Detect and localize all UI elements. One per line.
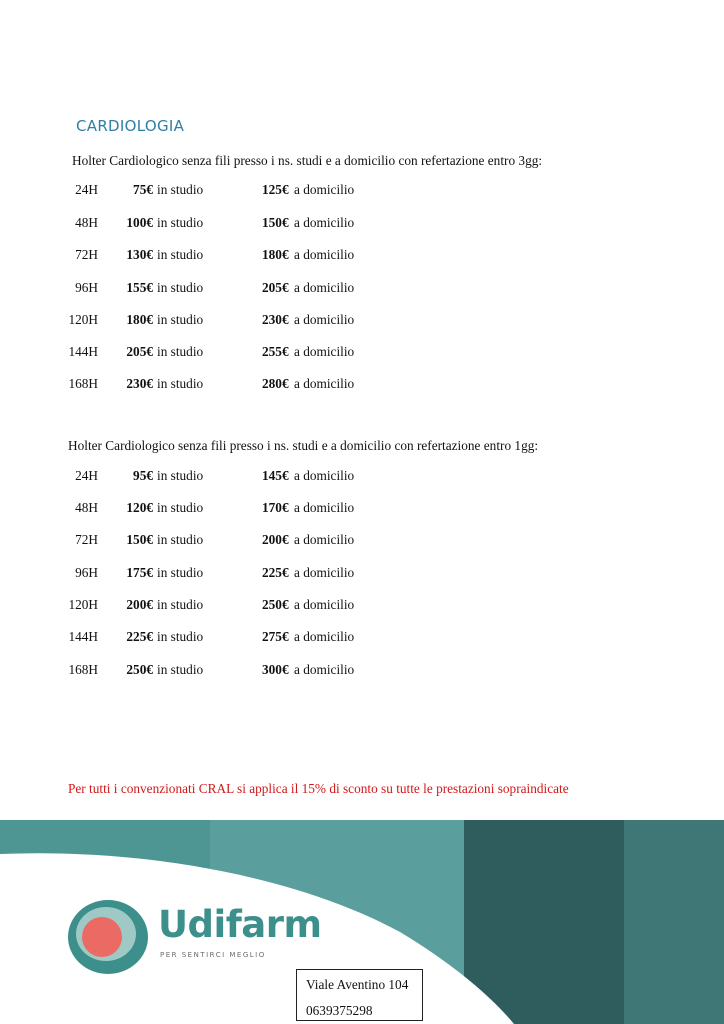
home-label: a domicilio <box>294 500 355 515</box>
home-label: a domicilio <box>294 280 355 295</box>
home-price: 200€ <box>262 532 289 547</box>
studio-price: 155€ <box>126 280 153 295</box>
duration-label: 168H <box>68 376 98 391</box>
duration-label: 96H <box>75 280 98 295</box>
home-price: 145€ <box>262 468 289 483</box>
home-price: 205€ <box>262 280 289 295</box>
duration-label: 24H <box>75 182 98 197</box>
studio-label: in studio <box>157 500 204 515</box>
studio-price: 250€ <box>126 662 153 677</box>
studio-price: 205€ <box>126 344 153 359</box>
duration-label: 24H <box>75 468 98 483</box>
duration-label: 120H <box>68 312 98 327</box>
home-label: a domicilio <box>294 376 355 391</box>
price-row <box>0 215 724 235</box>
studio-label: in studio <box>157 344 204 359</box>
studio-label: in studio <box>157 280 204 295</box>
home-price: 180€ <box>262 247 289 262</box>
home-label: a domicilio <box>294 565 355 580</box>
home-price: 125€ <box>262 182 289 197</box>
studio-label: in studio <box>157 247 204 262</box>
price-row <box>0 312 724 332</box>
brand-name: Udifarm <box>158 903 322 946</box>
studio-label: in studio <box>157 597 204 612</box>
home-price: 255€ <box>262 344 289 359</box>
home-label: a domicilio <box>294 662 355 677</box>
home-price: 280€ <box>262 376 289 391</box>
home-label: a domicilio <box>294 532 355 547</box>
home-label: a domicilio <box>294 468 355 483</box>
home-price: 300€ <box>262 662 289 677</box>
home-price: 170€ <box>262 500 289 515</box>
address-box <box>296 969 423 1021</box>
home-label: a domicilio <box>294 629 355 644</box>
studio-label: in studio <box>157 662 204 677</box>
section-1gg-intro: Holter Cardiologico senza fili presso i ns. studi e a domicilio con refertazione entro 1gg: <box>68 438 539 453</box>
home-label: a domicilio <box>294 344 355 359</box>
duration-label: 48H <box>75 215 98 230</box>
home-price: 275€ <box>262 629 289 644</box>
duration-label: 144H <box>68 629 98 644</box>
duration-label: 72H <box>75 247 98 262</box>
cral-discount-note: Per tutti i convenzionati CRAL si applica il 15% di sconto su tutte le prestazioni sopraindicate <box>68 781 569 796</box>
price-row <box>0 182 724 202</box>
price-row <box>0 344 724 364</box>
duration-label: 72H <box>75 532 98 547</box>
home-price: 150€ <box>262 215 289 230</box>
phone-number: 0639375298 <box>306 1003 373 1018</box>
brand-tagline: PER SENTIRCI MEGLIO <box>160 951 266 959</box>
price-row <box>0 247 724 267</box>
price-row <box>0 468 724 488</box>
studio-label: in studio <box>157 629 204 644</box>
studio-price: 120€ <box>126 500 153 515</box>
studio-price: 100€ <box>126 215 153 230</box>
studio-price: 180€ <box>126 312 153 327</box>
home-label: a domicilio <box>294 312 355 327</box>
price-row <box>0 500 724 520</box>
price-row <box>0 532 724 552</box>
page-title: CARDIOLOGIA <box>76 117 185 135</box>
price-row <box>0 597 724 617</box>
address-text: Viale Aventino 104 <box>306 977 409 992</box>
studio-label: in studio <box>157 215 204 230</box>
price-row <box>0 280 724 300</box>
price-row <box>0 629 724 649</box>
udifarm-logo-icon <box>66 897 152 977</box>
duration-label: 144H <box>68 344 98 359</box>
section-3gg-intro: Holter Cardiologico senza fili presso i ns. studi e a domicilio con refertazione entro 3gg: <box>72 153 543 168</box>
studio-label: in studio <box>157 565 204 580</box>
price-row <box>0 565 724 585</box>
studio-price: 75€ <box>133 182 153 197</box>
price-row <box>0 376 724 396</box>
home-price: 225€ <box>262 565 289 580</box>
price-row <box>0 662 724 682</box>
studio-price: 150€ <box>126 532 153 547</box>
studio-price: 95€ <box>133 468 153 483</box>
duration-label: 168H <box>68 662 98 677</box>
home-label: a domicilio <box>294 247 355 262</box>
duration-label: 48H <box>75 500 98 515</box>
studio-price: 230€ <box>126 376 153 391</box>
studio-label: in studio <box>157 532 204 547</box>
home-price: 250€ <box>262 597 289 612</box>
studio-price: 225€ <box>126 629 153 644</box>
duration-label: 96H <box>75 565 98 580</box>
studio-label: in studio <box>157 312 204 327</box>
studio-price: 175€ <box>126 565 153 580</box>
studio-price: 130€ <box>126 247 153 262</box>
studio-label: in studio <box>157 182 204 197</box>
duration-label: 120H <box>68 597 98 612</box>
studio-price: 200€ <box>126 597 153 612</box>
home-label: a domicilio <box>294 597 355 612</box>
home-price: 230€ <box>262 312 289 327</box>
studio-label: in studio <box>157 468 204 483</box>
home-label: a domicilio <box>294 182 355 197</box>
studio-label: in studio <box>157 376 204 391</box>
home-label: a domicilio <box>294 215 355 230</box>
